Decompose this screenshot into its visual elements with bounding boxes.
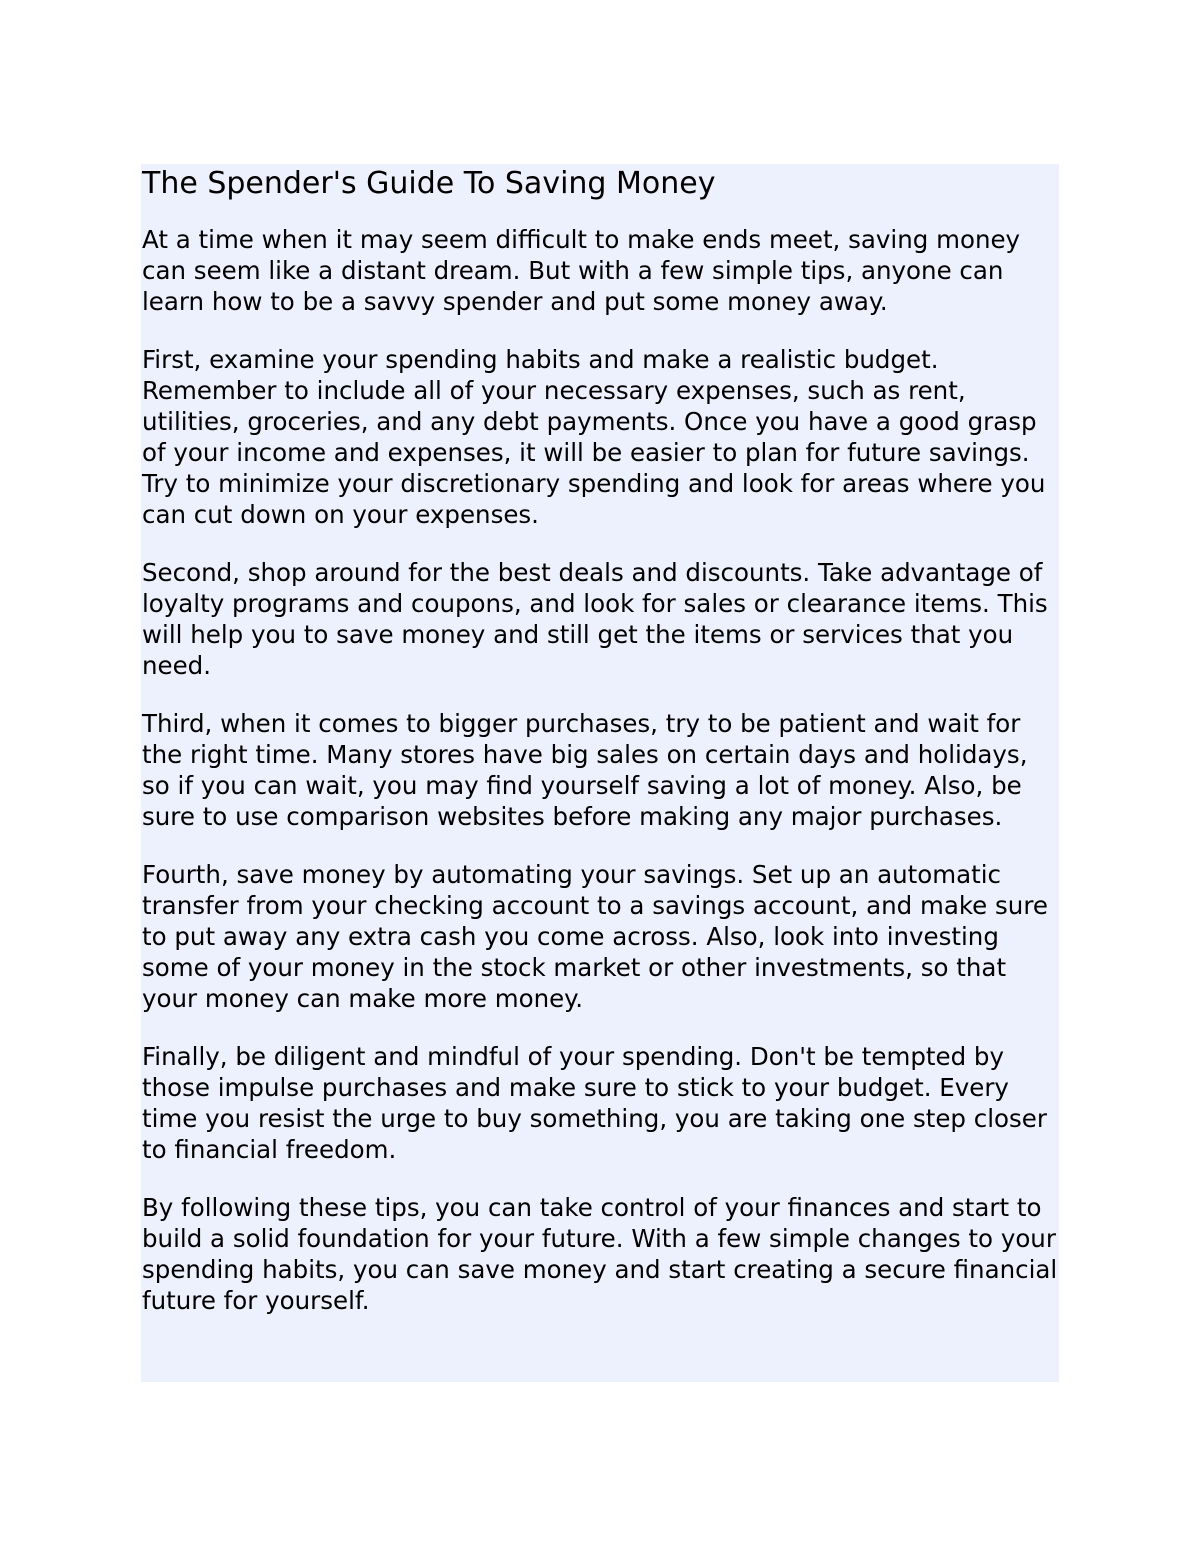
paragraph-intro: At a time when it may seem difficult to make ends meet, saving money can seem like a distant dream. But with a few simple tips, anyone can learn how to be a savvy spender and put some money away. (142, 225, 1021, 316)
paragraph-final-tip: Finally, be diligent and mindful of your spending. Don't be tempted by those impulse purchases and make sure to stick to your budget. Every time you resist the urge to buy something, you are taking one step closer to financial freedom. (142, 1042, 1047, 1164)
paragraph-second-tip: Second, shop around for the best deals and discounts. Take advantage of loyalty programs and coupons, and look for sales or clearance items. This will help you to save money and still get the items or services that you need. (142, 558, 1048, 680)
paragraph-fourth-tip: Fourth, save money by automating your savings. Set up an automatic transfer from your checking account to a savings account, and make sure to put away any extra cash you come across. Also, look into investing some of your money in the stock market or other investments, so that your money can make more money. (142, 860, 1048, 1013)
paragraph-first-tip: First, examine your spending habits and make a realistic budget. Remember to include all of your necessary expenses, such as rent, utilities, groceries, and any debt payments. Once you have a good grasp of your income and expenses, it will be easier to plan for future savings. Try to minimize your discretionary spending and look for areas where you can cut down on your expenses. (142, 345, 1046, 529)
document-title: The Spender's Guide To Saving Money (142, 166, 716, 201)
paragraph-third-tip: Third, when it comes to bigger purchases, try to be patient and wait for the right time. Many stores have big sales on certain days and holidays, so if you can wait, you may find yourself saving a lot of money. Also, be sure to use comparison websites before making any major purchases. (142, 709, 1028, 831)
paragraph-conclusion: By following these tips, you can take control of your finances and start to build a solid foundation for your future. With a few simple changes to your spending habits, you can save money and start creating a secure financial future for yourself. (142, 1193, 1058, 1315)
document-body (142, 163, 1058, 1316)
